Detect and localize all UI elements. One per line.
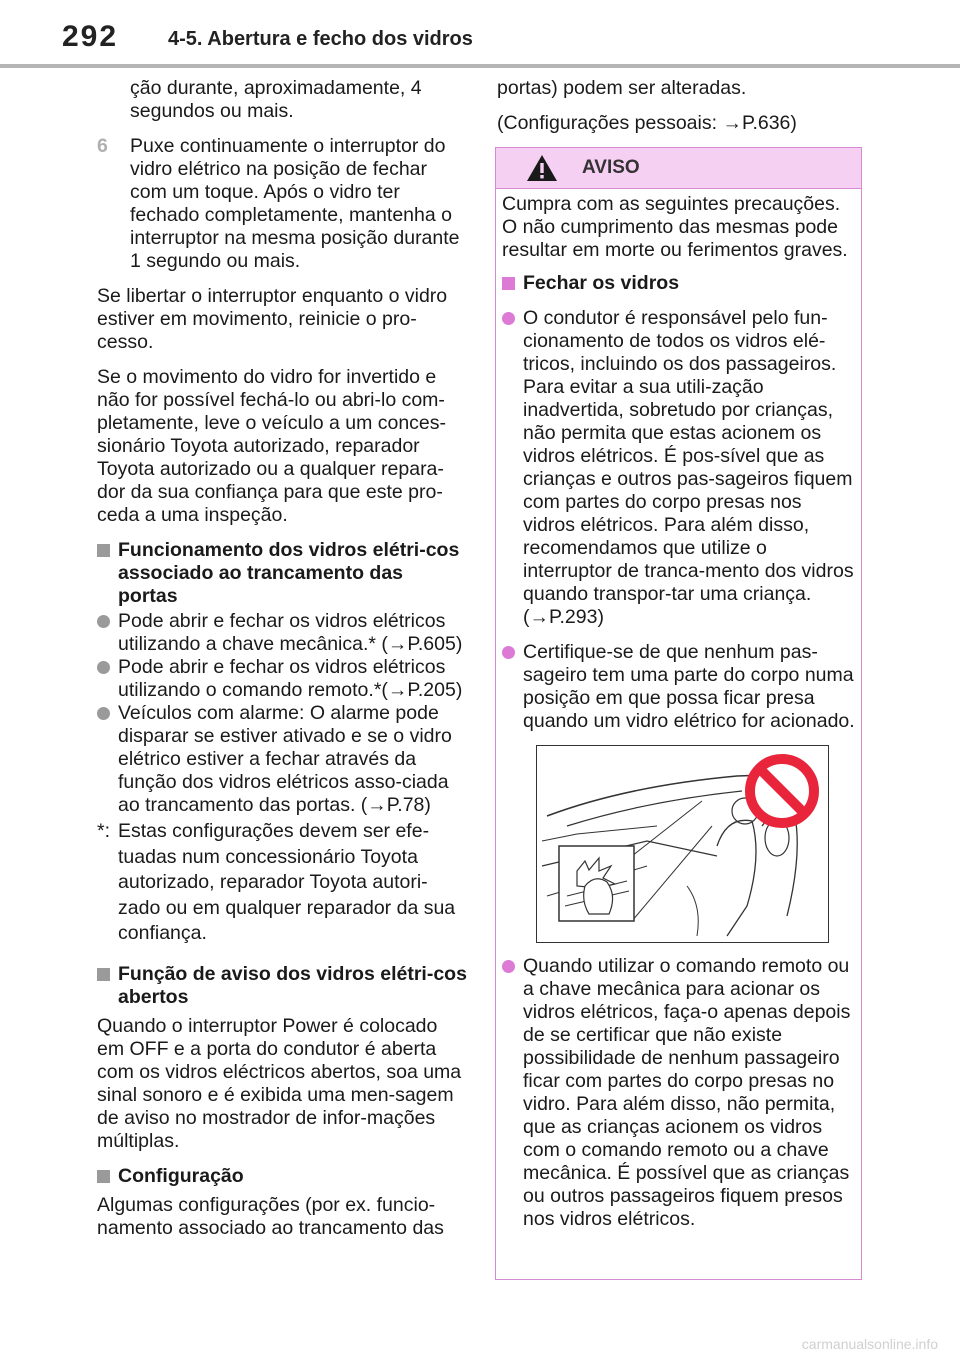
warning-body (496, 189, 861, 1231)
round-bullet-icon (97, 615, 110, 628)
list-item (502, 307, 855, 629)
config-reference: (Configurações pessoais: →P.636) (497, 112, 797, 134)
list-item (97, 656, 467, 702)
list-item (502, 955, 855, 1231)
list-item (97, 610, 467, 656)
heading-text: Fechar os vidros (523, 272, 680, 294)
car-interior-illustration (537, 746, 828, 942)
continued-step-text: ção durante, aproximadamente, 4 segundos ou mais. (130, 77, 422, 122)
heading-closing-windows (502, 272, 855, 295)
square-bullet-icon (97, 544, 110, 557)
watermark: carmanualsonline.info (801, 1336, 938, 1352)
warning-triangle-icon (526, 154, 558, 182)
list-item-text: Pode abrir e fechar os vidros elétricos utilizando o comando remoto.*(→P.205) (118, 656, 463, 701)
right-column (497, 77, 867, 147)
warning-title: AVISO (582, 157, 640, 178)
list-item-text: Pode abrir e fechar os vidros elétricos utilizando a chave mecânica.* (→P.605) (118, 610, 463, 655)
footnote-text: Estas configurações devem ser efe-tuadas num concessionário Toyota autorizado, reparador Toyota autori-zado ou em qualquer reparador da sua confiança. (118, 820, 456, 944)
round-bullet-icon (502, 960, 515, 973)
round-bullet-icon (97, 707, 110, 720)
left-column (97, 77, 467, 1252)
paragraph-inspection: Se o movimento do vidro for invertido e não for possível fechá-lo ou abri-lo com-pletamente, leve o veículo a um conces-sionário Toyota autorizado, reparador Toyota autorizado ou a qualquer repara-dor da sua confiança para que este pro-ceda a uma inspeção. (97, 366, 447, 526)
square-bullet-icon (97, 968, 110, 981)
square-bullet-icon (97, 1170, 110, 1183)
list-item-text: Quando utilizar o comando remoto ou a chave mecânica para acionar os vidros elétricos, faça-o apenas depois de se certificar que não existe possibilidade de nenhum passageiro ficar com partes do corpo presas no vidro. Para além disso, não permita, que as crianças acionem os vidros com o comando remoto ou a chave mecânica. É possível que as crianças ou outros passageiros fiquem presos nos vidros elétricos. (523, 955, 851, 1230)
list-item (97, 702, 467, 817)
heading-open-window-warning (97, 963, 467, 1009)
page-header (0, 0, 960, 70)
warning-intro: Cumpra com as seguintes precauções. O não cumprimento das mesmas pode resultar em morte ou ferimentos graves. (502, 193, 848, 261)
page-number: 292 (62, 20, 119, 53)
heading-configuration (97, 1165, 467, 1188)
paragraph-warning-buzzer: Quando o interruptor Power é colocado em OFF e a porta do condutor é aberta com os vidros eléctricos abertos, soa uma sinal sonoro e é exibida uma men-sagem de aviso no mostrador de infor-mações múltiplas. (97, 1014, 462, 1152)
heading-door-lock-linked (97, 539, 467, 608)
step-number: 6 (97, 135, 108, 157)
paragraph-restart: Se libertar o interruptor enquanto o vidro estiver em movimento, reinicie o pro-cesso. (97, 285, 448, 353)
round-bullet-icon (502, 646, 515, 659)
step-6 (97, 135, 467, 273)
footnote-mark: *: (97, 820, 111, 842)
round-bullet-icon (502, 312, 515, 325)
illustration-hand-caught-window (536, 745, 829, 943)
continued-text: portas) podem ser alteradas. (497, 77, 747, 99)
paragraph-configuration: Algumas configurações (por ex. funcio-namento associado ao trancamento das (97, 1193, 444, 1239)
warning-box (495, 147, 862, 1280)
heading-text: Funcionamento dos vidros elétri-cos associado ao trancamento das portas (118, 539, 460, 607)
list-item-text: Certifique-se de que nenhum pas-sageiro tem uma parte do corpo numa posição em que possa ficar presa quando um vidro elétrico for acionado. (523, 641, 855, 732)
list-item-text: Veículos com alarme: O alarme pode disparar se estiver ativado e se o vidro elétrico estiver a fechar através da função dos vidros elétricos asso-ciada ao trancamento das portas. (→P.78) (118, 702, 452, 816)
list-item (502, 641, 855, 733)
footnote (97, 819, 467, 947)
square-bullet-icon (502, 277, 515, 290)
step-text: Puxe continuamente o interruptor do vidro elétrico na posição de fechar com um toque. Após o vidro ter fechado completamente, mantenha o interruptor na mesma posição durante 1 segundo ou mais. (130, 135, 460, 272)
header-divider (0, 64, 960, 68)
list-item-text: O condutor é responsável pelo fun-cionamento de todos os vidros elé-tricos, incluindo os dos passageiros. Para evitar a sua utili-zação inadvertida, sobretudo por crianças, não permita que estas acionem os vidros elétricos. É pos-sível que as crianças e outros pas-sageiros fiquem com partes do corpo presas nos vidros elétricos. Para além disso, recomendamos que utilize o interruptor de tranca-mento dos vidros quando transpor-tar uma criança. (→P.293) (523, 307, 854, 628)
heading-text: Função de aviso dos vidros elétri-cos abertos (118, 962, 467, 1008)
section-title: 4-5. Abertura e fecho dos vidros (168, 28, 473, 50)
heading-text: Configuração (118, 1164, 244, 1187)
round-bullet-icon (97, 661, 110, 674)
warning-header (496, 148, 861, 189)
